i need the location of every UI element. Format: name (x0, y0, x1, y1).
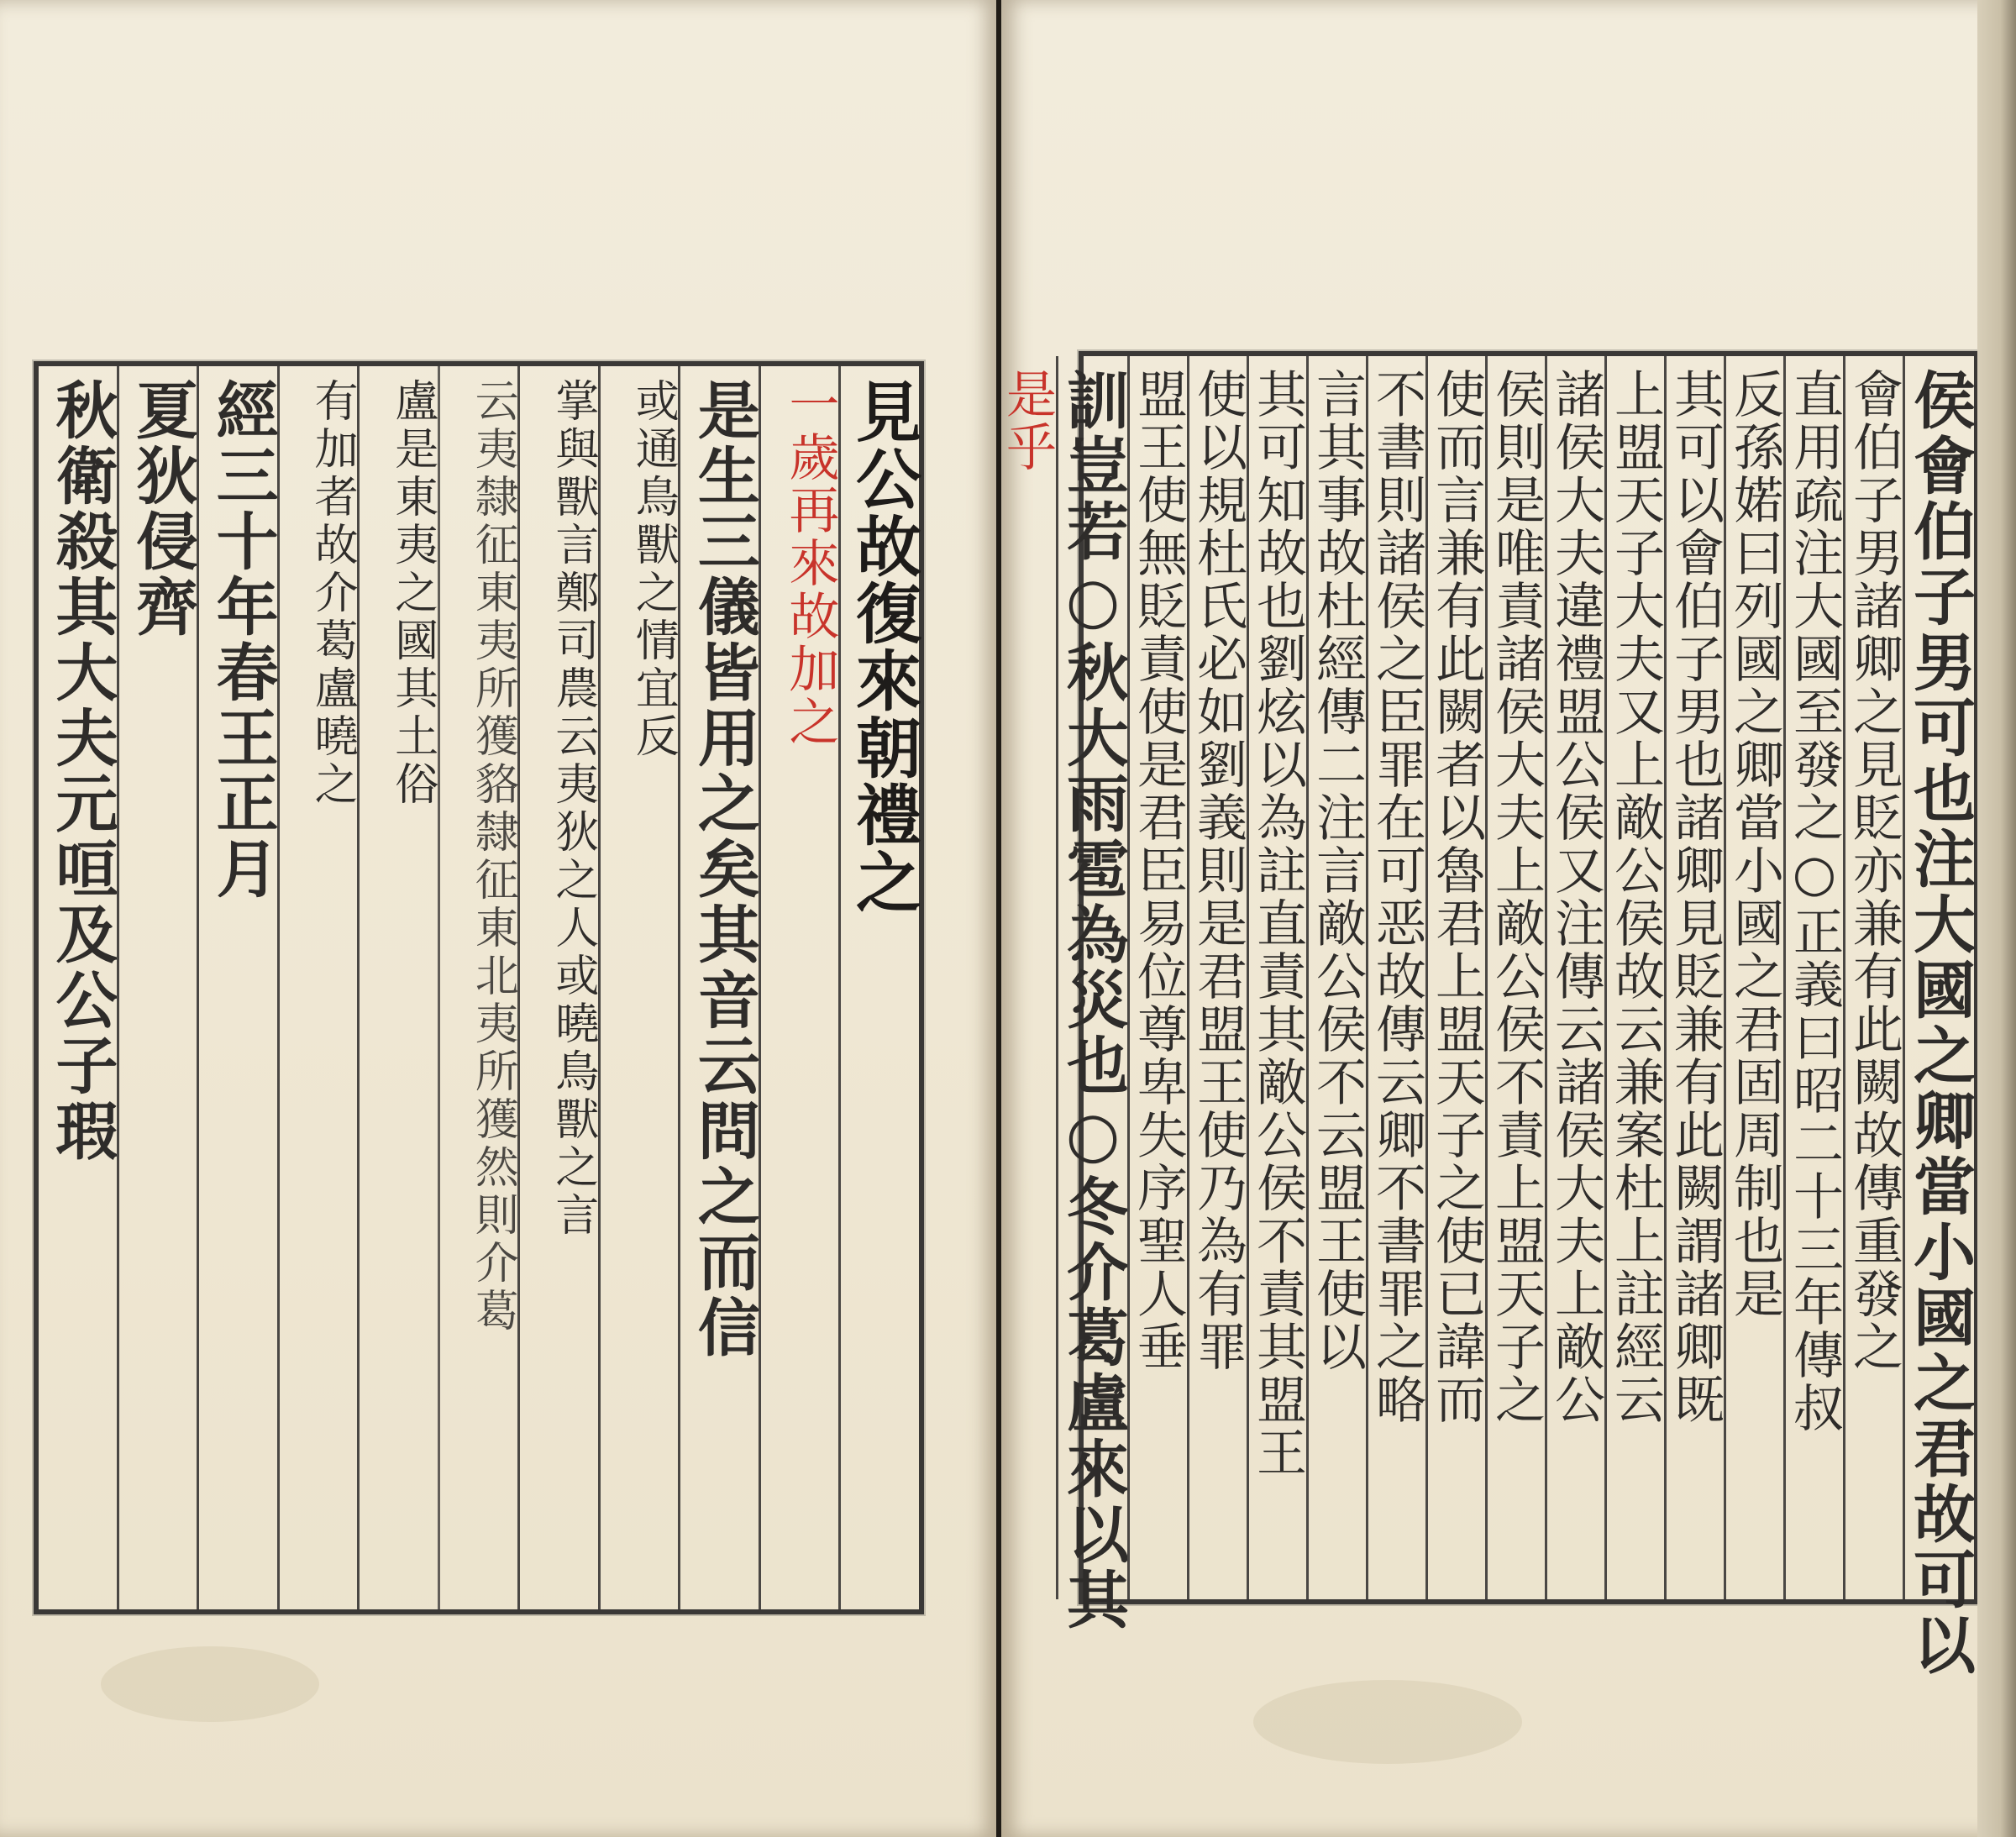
left-column-7: 盧是東夷之國其土俗 (357, 366, 438, 1609)
right-column-11: 言其事故杜經傳二注言敵公侯不云盟王使以 (1306, 356, 1366, 1599)
left-column-4: 或通鳥獸之情宜反 (598, 366, 679, 1609)
right-column-1: 侯會伯子男可也注大國之卿當小國之君故可以 (1903, 356, 1974, 1599)
right-column-12: 其可知故也劉炫以為註直責其敵公侯不責其盟王 (1247, 356, 1306, 1599)
right-column-2: 會伯子男諸卿之見貶亦兼有此闕故傳重發之 (1843, 356, 1903, 1599)
right-column-5: 其可以會伯子男也諸卿見貶兼有此闕謂諸卿既 (1664, 356, 1724, 1599)
left-column-5: 掌與獸言鄭司農云夷狄之人或曉鳥獸之言 (517, 366, 598, 1609)
right-column-4: 反孫婼曰列國之卿當小國之君固周制也是 (1724, 356, 1783, 1599)
left-columns (39, 366, 919, 1609)
right-column-14: 盟王使無貶責使是君臣易位尊卑失序聖人垂 (1127, 356, 1187, 1599)
right-column-9: 使而言兼有此闕者以魯君上盟天子之使已諱而 (1425, 356, 1485, 1599)
paper-stain (101, 1646, 319, 1722)
right-column-6: 上盟天子大夫又上敵公侯故云兼案杜上註經云 (1604, 356, 1664, 1599)
right-page (998, 0, 2016, 1837)
left-page (0, 0, 998, 1837)
paper-stain (1253, 1680, 1522, 1764)
right-text-block (998, 351, 1979, 1678)
right-column-7: 諸侯大夫違禮盟公侯又注傳云諸侯大夫上敵公 (1545, 356, 1604, 1599)
left-column-2: 一歲再來故加之 (759, 366, 839, 1609)
right-column-3: 直用疏注大國至發之○正義曰昭二十三年傳叔 (1783, 356, 1843, 1599)
right-columns (998, 356, 1976, 1678)
left-column-11: 秋衛殺其大夫元咺及公子瑕 (45, 378, 118, 1164)
left-column-10: 夏狄侵齊 (117, 366, 197, 1609)
right-column-10: 不書則諸侯之臣罪在可恶故傳云卿不書罪之略 (1366, 356, 1425, 1599)
left-column-3: 是生三儀皆用之矣其音云問之而信 (678, 366, 759, 1609)
left-text-block (34, 361, 924, 1614)
right-column-8: 侯則是唯責諸侯大夫上敵公侯不責上盟天子之 (1485, 356, 1545, 1599)
left-column-6: 云夷隸征東夷所獲貉隸征東北夷所獲然則介葛 (438, 366, 518, 1609)
right-column-16: 是乎 (998, 368, 1057, 474)
left-column-1: 見公故復來朝禮之 (838, 366, 919, 1609)
left-column-9: 經三十年春王正月 (197, 366, 277, 1609)
right-column-13: 使以規杜氏必如劉義則是君盟王使乃為有罪 (1187, 356, 1247, 1599)
right-column-15: 訓豈若○秋大雨雹為災也○冬介葛盧來以其 (1056, 356, 1127, 1599)
book-edge (1977, 0, 2016, 1837)
left-column-8: 有加者故介葛盧曉之 (277, 366, 358, 1609)
